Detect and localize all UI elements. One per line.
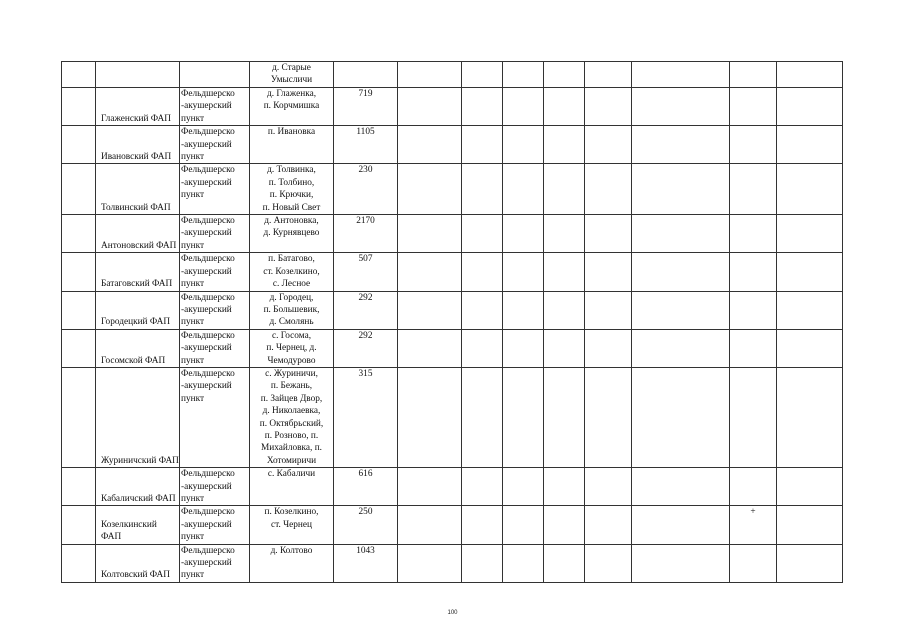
cell-empty (777, 291, 843, 329)
table-row (62, 164, 843, 215)
cell-mark (730, 468, 777, 506)
cell-empty (585, 253, 632, 291)
facility-type-line: пункт (181, 152, 205, 163)
cell-empty (544, 468, 585, 506)
cell-empty (503, 544, 544, 582)
cell-served-places (250, 164, 334, 215)
cell-empty (585, 506, 632, 544)
cell-empty (585, 291, 632, 329)
cell-empty (462, 544, 503, 582)
cell-population (334, 62, 398, 88)
cell-empty (462, 468, 503, 506)
cell-empty (585, 215, 632, 253)
cell-served-places (250, 62, 334, 88)
facility-type-line: Фельдшерско (181, 292, 235, 303)
place-line: д. Антоновка, (264, 216, 319, 227)
place-line: с. Журиничи, (265, 368, 318, 379)
cell-population: 507 (334, 253, 398, 291)
facility-type-line: -акушерский (181, 266, 232, 277)
cell-empty (503, 62, 544, 88)
place-line: д. Глаженка, (266, 89, 317, 99)
facility-type-line: Фельдшерско (181, 330, 235, 341)
cell-empty (544, 291, 585, 329)
table-row (62, 88, 843, 126)
cell-mark: + (730, 506, 777, 544)
cell-empty (585, 329, 632, 367)
cell-index (62, 126, 96, 164)
cell-population: 616 (334, 468, 398, 506)
cell-index (62, 253, 96, 291)
cell-empty (398, 164, 462, 215)
facility-type-line: -акушерский (181, 304, 232, 315)
cell-population: 719 (334, 88, 398, 126)
cell-facility-name: Антоновский ФАП (96, 215, 180, 253)
place-line: п. Корчмишка (263, 101, 320, 112)
cell-empty (462, 164, 503, 215)
facility-type-line: пункт (181, 240, 205, 251)
cell-empty (544, 367, 585, 467)
cell-empty (544, 506, 585, 544)
cell-empty (503, 253, 544, 291)
cell-empty (462, 367, 503, 467)
cell-facility-name: Городецкий ФАП (96, 291, 180, 329)
table-row (62, 506, 843, 544)
table-row (62, 126, 843, 164)
facility-type-line: Фельдшерско (181, 89, 235, 99)
cell-empty (777, 506, 843, 544)
place-line: д. Старые (272, 63, 311, 73)
cell-empty (632, 215, 730, 253)
cell-empty (398, 367, 462, 467)
cell-empty (398, 468, 462, 506)
cell-facility-type (180, 126, 250, 164)
cell-empty (585, 164, 632, 215)
cell-empty (585, 62, 632, 88)
table-row (62, 367, 843, 467)
table-row (62, 291, 843, 329)
cell-empty (777, 253, 843, 291)
facility-type-line: -акушерский (181, 519, 232, 530)
cell-empty (585, 367, 632, 467)
facility-type-line: Фельдшерско (181, 507, 235, 518)
cell-empty (585, 88, 632, 126)
cell-facility-type (180, 88, 250, 126)
cell-mark (730, 544, 777, 582)
cell-empty (544, 544, 585, 582)
cell-population: 2170 (334, 215, 398, 253)
cell-empty (398, 62, 462, 88)
cell-index (62, 62, 96, 88)
cell-empty (462, 506, 503, 544)
place-line: д. Смолянь (269, 317, 314, 328)
cell-empty (544, 253, 585, 291)
cell-empty (777, 367, 843, 467)
facility-type-line: -акушерский (181, 381, 232, 392)
cell-index (62, 215, 96, 253)
facility-type-line: пункт (181, 279, 205, 290)
place-line: п. Зайцев Двор, (260, 393, 323, 404)
cell-mark (730, 253, 777, 291)
facility-type-line: -акушерский (181, 558, 232, 569)
place-line: п. Бежань, (270, 381, 313, 392)
page-number: 100 (447, 610, 458, 616)
cell-index (62, 544, 96, 582)
cell-empty (632, 164, 730, 215)
cell-mark (730, 164, 777, 215)
cell-index (62, 164, 96, 215)
place-line: п. Новый Свет (262, 202, 321, 213)
cell-population: 1105 (334, 126, 398, 164)
cell-empty (503, 367, 544, 467)
facility-type-line: пункт (181, 494, 205, 504)
cell-empty (398, 506, 462, 544)
cell-empty (503, 291, 544, 329)
place-line: п. Козелкино, (264, 507, 319, 518)
cell-facility-name: Колтовский ФАП (96, 544, 180, 582)
cell-empty (544, 164, 585, 215)
cell-empty (503, 329, 544, 367)
cell-empty (462, 88, 503, 126)
cell-empty (777, 164, 843, 215)
facility-type-line: -акушерский (181, 139, 232, 150)
facility-type-line: -акушерский (181, 343, 232, 354)
place-line: п. Ивановка (267, 127, 316, 138)
cell-empty (462, 291, 503, 329)
facility-type-line: пункт (181, 190, 205, 201)
cell-facility-name: Кабаличский ФАП (96, 468, 180, 506)
cell-empty (777, 329, 843, 367)
cell-empty (503, 215, 544, 253)
cell-empty (398, 291, 462, 329)
cell-empty (398, 88, 462, 126)
cell-facility-type (180, 164, 250, 215)
cell-empty (462, 62, 503, 88)
cell-mark (730, 62, 777, 88)
cell-empty (544, 62, 585, 88)
cell-empty (544, 329, 585, 367)
cell-served-places (250, 506, 334, 544)
cell-empty (398, 215, 462, 253)
facility-type-line: Фельдшерско (181, 216, 235, 227)
cell-served-places (250, 468, 334, 506)
place-line: Чемодурово (267, 355, 316, 366)
facility-type-line: Фельдшерско (181, 368, 235, 379)
facility-type-line: -акушерский (181, 177, 232, 188)
cell-facility-type (180, 367, 250, 467)
cell-empty (632, 329, 730, 367)
cell-index (62, 329, 96, 367)
cell-index (62, 88, 96, 126)
cell-empty (462, 329, 503, 367)
cell-facility-name: Толвинский ФАП (96, 164, 180, 215)
place-line: д. Николаевка, (262, 406, 321, 417)
cell-population: 230 (334, 164, 398, 215)
cell-empty (503, 506, 544, 544)
cell-empty (503, 126, 544, 164)
cell-empty (777, 215, 843, 253)
facility-type-line: пункт (181, 317, 205, 328)
table-row (62, 544, 843, 582)
cell-population: 250 (334, 506, 398, 544)
cell-served-places (250, 253, 334, 291)
cell-empty (462, 215, 503, 253)
place-line: д. Колтово (270, 545, 313, 556)
cell-empty (777, 126, 843, 164)
cell-empty (398, 126, 462, 164)
cell-empty (632, 62, 730, 88)
cell-empty (632, 88, 730, 126)
cell-facility-name: Ивановский ФАП (96, 126, 180, 164)
cell-facility-name (96, 62, 180, 88)
table-row (62, 62, 843, 88)
cell-empty (777, 468, 843, 506)
cell-empty (777, 88, 843, 126)
cell-empty (398, 329, 462, 367)
place-line: Михайловка, п. (261, 443, 322, 454)
place-line: ст. Чернец (270, 519, 313, 530)
table-row (62, 215, 843, 253)
table-row (62, 468, 843, 506)
cell-facility-name: Журиничский ФАП (96, 367, 180, 467)
cell-mark (730, 367, 777, 467)
cell-facility-type (180, 329, 250, 367)
cell-mark (730, 88, 777, 126)
facility-type-line: Фельдшерско (181, 254, 235, 265)
table-row (62, 329, 843, 367)
facility-type-line: -акушерский (181, 228, 232, 239)
place-line: п. Октябрьский, (259, 418, 324, 429)
cell-empty (632, 291, 730, 329)
cell-facility-name: Госомской ФАП (96, 329, 180, 367)
cell-empty (777, 544, 843, 582)
cell-index (62, 291, 96, 329)
cell-served-places (250, 291, 334, 329)
place-line: п. Толбино, (268, 177, 315, 188)
cell-empty (585, 544, 632, 582)
cell-served-places (250, 329, 334, 367)
place-line: с. Лесное (272, 279, 311, 290)
cell-population: 1043 (334, 544, 398, 582)
cell-empty (503, 164, 544, 215)
place-line: д. Толвинка, (267, 165, 316, 176)
cell-served-places (250, 88, 334, 126)
cell-facility-name: Батаговский ФАП (96, 253, 180, 291)
facilities-table (61, 61, 843, 583)
cell-empty (398, 253, 462, 291)
cell-population: 315 (334, 367, 398, 467)
cell-served-places (250, 544, 334, 582)
cell-empty (462, 253, 503, 291)
cell-empty (632, 367, 730, 467)
cell-empty (632, 126, 730, 164)
cell-facility-type (180, 253, 250, 291)
facility-type-line: пункт (181, 355, 205, 366)
cell-index (62, 367, 96, 467)
facility-type-line: пункт (181, 532, 205, 543)
facility-type-line: пункт (181, 113, 205, 124)
cell-facility-type (180, 468, 250, 506)
cell-empty (503, 88, 544, 126)
cell-index (62, 506, 96, 544)
cell-mark (730, 329, 777, 367)
facility-type-line: -акушерский (181, 101, 232, 112)
cell-facility-type (180, 215, 250, 253)
cell-population: 292 (334, 329, 398, 367)
cell-facility-type (180, 544, 250, 582)
cell-empty (398, 544, 462, 582)
cell-empty (632, 506, 730, 544)
cell-facility-name: Козелкинский ФАП (96, 506, 180, 544)
cell-empty (777, 62, 843, 88)
facility-type-line: Фельдшерско (181, 545, 235, 556)
table-row (62, 253, 843, 291)
place-line: п. Большевик, (263, 304, 320, 315)
cell-empty (544, 126, 585, 164)
cell-empty (585, 126, 632, 164)
table-body (62, 62, 843, 583)
facility-type-line: пункт (181, 570, 205, 581)
cell-served-places (250, 215, 334, 253)
cell-mark (730, 215, 777, 253)
cell-index (62, 468, 96, 506)
cell-population: 292 (334, 291, 398, 329)
cell-empty (462, 126, 503, 164)
cell-empty (544, 88, 585, 126)
cell-empty (585, 468, 632, 506)
place-line: п. Чернец, д. (266, 343, 317, 354)
place-line: Умысличи (270, 75, 313, 86)
place-line: ст. Козелкино, (263, 266, 320, 277)
cell-empty (632, 468, 730, 506)
cell-facility-type (180, 291, 250, 329)
cell-empty (632, 253, 730, 291)
cell-empty (544, 215, 585, 253)
cell-facility-type (180, 62, 250, 88)
cell-mark (730, 291, 777, 329)
cell-mark (730, 126, 777, 164)
place-line: с. Кабаличи (267, 469, 316, 480)
place-line: п. Крючки, (269, 190, 314, 201)
cell-empty (632, 544, 730, 582)
facility-type-line: пункт (181, 393, 205, 404)
facility-type-line: Фельдшерско (181, 127, 235, 138)
place-line: д. Городец, (269, 292, 314, 303)
place-line: п. Рознoво, п. (264, 430, 319, 441)
place-line: с. Госома, (271, 330, 312, 341)
cell-facility-name: Глаженский ФАП (96, 88, 180, 126)
facility-type-line: Фельдшерско (181, 165, 235, 176)
place-line: Хотомиричи (266, 455, 317, 466)
cell-served-places (250, 367, 334, 467)
place-line: д. Курнявцево (263, 228, 320, 239)
facility-type-line: -акушерский (181, 481, 232, 492)
cell-facility-type (180, 506, 250, 544)
cell-empty (503, 468, 544, 506)
facility-type-line: Фельдшерско (181, 469, 235, 480)
place-line: п. Батагово, (268, 254, 315, 265)
cell-served-places (250, 126, 334, 164)
